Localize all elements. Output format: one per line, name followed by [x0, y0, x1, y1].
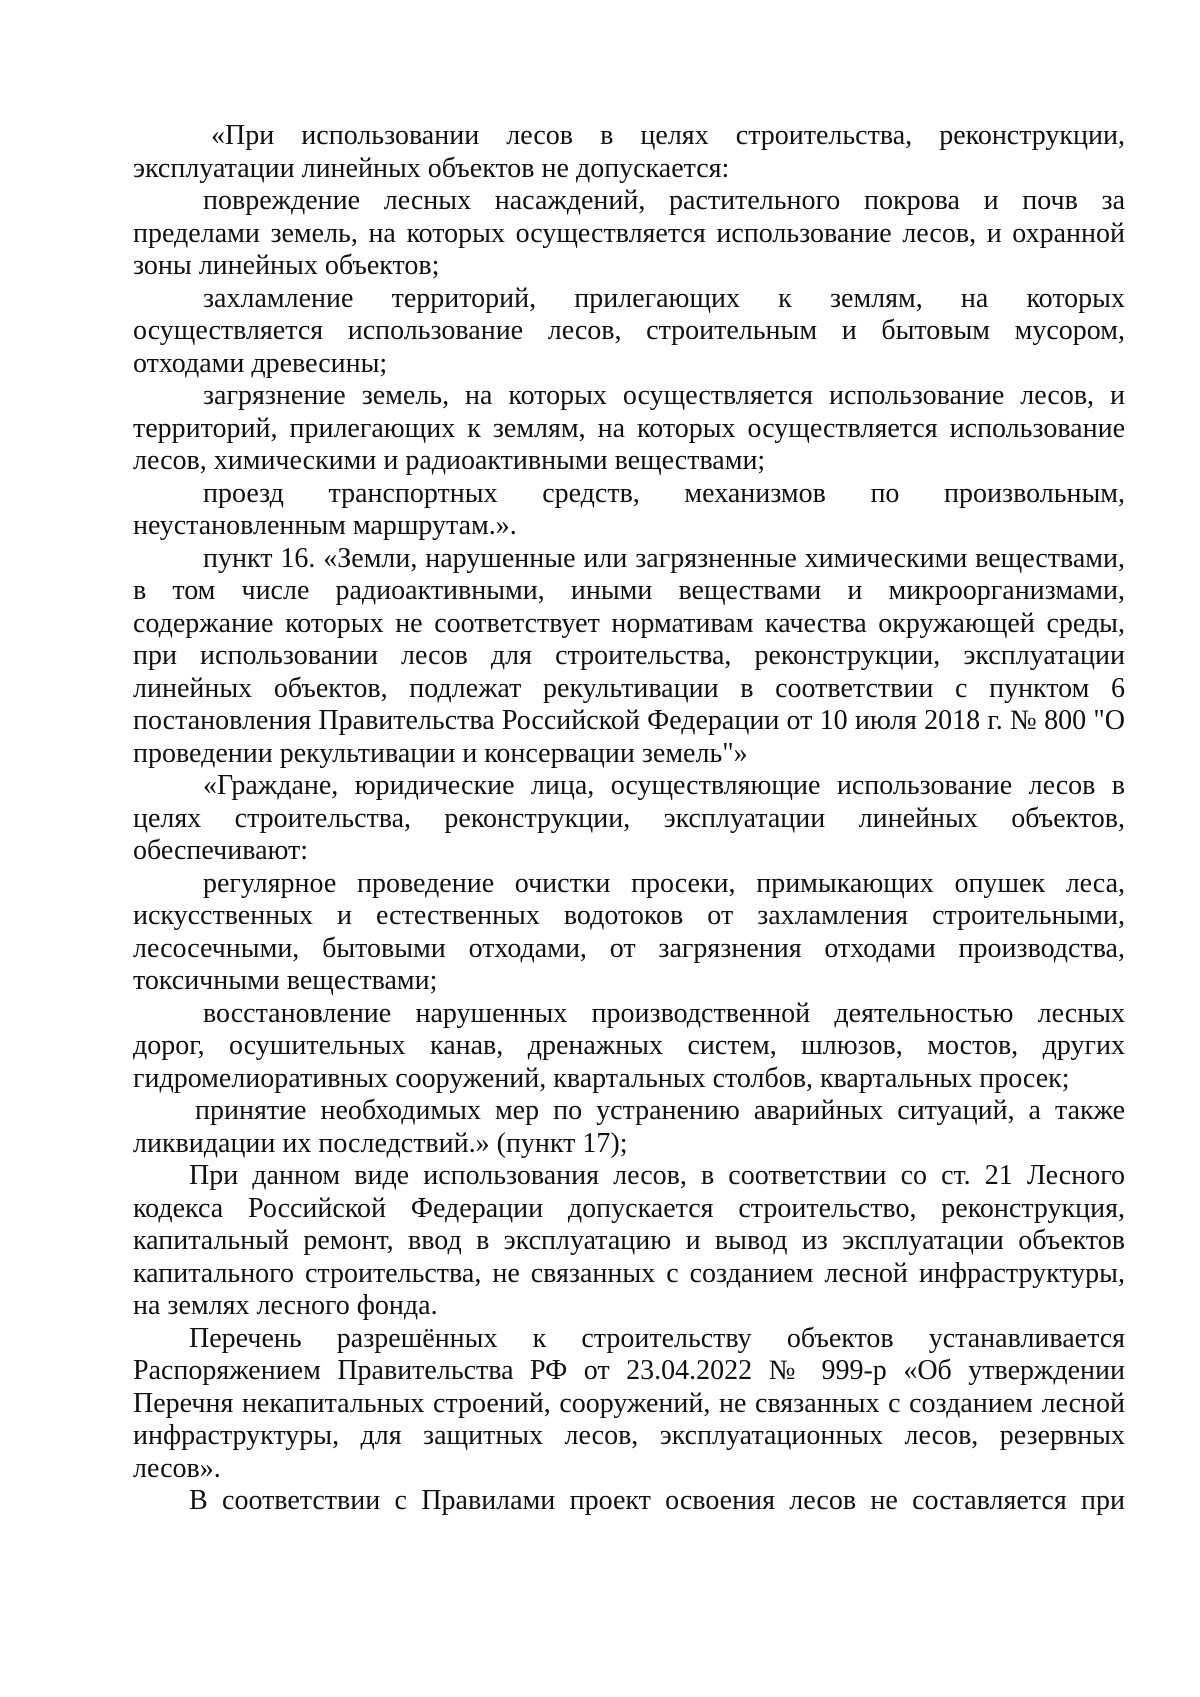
paragraph-emergency-measures: принятие необходимых мер по устранению аварийных ситуаций, а также ликвидации их последствий.» (пункт 17);	[133, 1095, 1125, 1159]
paragraph-item-16: пункт 16. «Земли, нарушенные или загрязненные химическими веществами, в том числе радиоактивными, иными веществами и микроорганизмами, содержание которых не соответствует нормативам качества окружающей среды, при использовании лесов для строительства, реконструкции, эксплуатации линейных объектов, подлежат рекультивации в соответствии с пунктом 6 постановления Правительства Российской Федерации от 10 июля 2018 г. № 800 "О проведении рекультивации и консервации земель"»	[133, 542, 1125, 769]
paragraph-permitted-list: Перечень разрешённых к строительству объектов устанавливается Распоряжением Правительства РФ от 23.04.2022 № 999-р «Об утверждении Перечня некапитальных строений, сооружений, не связанных с созданием лесной инфраструктуры, для защитных лесов, эксплуатационных лесов, резервных лесов».	[133, 1322, 1125, 1484]
paragraph-vehicle-passage: проезд транспортных средств, механизмов по произвольным, неустановленным маршрутам.».	[133, 477, 1125, 541]
paragraph-pollution: загрязнение земель, на которых осуществляется использование лесов, и территорий, прилегающих к землям, на которых осуществляется использование лесов, химическими и радиоактивными веществами;	[133, 380, 1125, 476]
paragraph-damage-plantings: повреждение лесных насаждений, растительного покрова и почв за пределами земель, на которых осуществляется использование лесов, и охранной зоны линейных объектов;	[133, 185, 1125, 281]
paragraph-cleaning: регулярное проведение очистки просеки, примыкающих опушек леса, искусственных и естественных водотоков от захламления строительными, лесосечными, бытовыми отходами, от загрязнения отходами производства, токсичными веществами;	[133, 867, 1125, 996]
paragraph-littering: захламление территорий, прилегающих к землям, на которых осуществляется использование лесов, строительным и бытовым мусором, отходами древесины;	[133, 282, 1125, 379]
paragraph-forest-code: При данном виде использования лесов, в соответствии со ст. 21 Лесного кодекса Российской Федерации допускается строительство, реконструкция, капитальный ремонт, ввод в эксплуатацию и вывод из эксплуатации объектов капитального строительства, не связанных с созданием лесной инфраструктуры, на землях лесного фонда.	[133, 1160, 1125, 1321]
paragraph-development-project: В соответствии с Правилами проект освоения лесов не составляется при	[189, 1485, 1125, 1516]
paragraph-restoration: восстановление нарушенных производственной деятельностью лесных дорог, осушительных канав, дренажных систем, шлюзов, мостов, других гидромелиоративных сооружений, квартальных столбов, квартальных просек;	[133, 997, 1125, 1094]
paragraph-prohibitions-intro: «При использовании лесов в целях строительства, реконструкции, эксплуатации линейных объектов не допускается:	[133, 120, 1125, 184]
paragraph-obligations-intro: «Граждане, юридические лица, осуществляющие использование лесов в целях строительства, реконструкции, эксплуатации линейных объектов, обеспечивают:	[133, 770, 1125, 866]
document-page	[133, 120, 1125, 1518]
